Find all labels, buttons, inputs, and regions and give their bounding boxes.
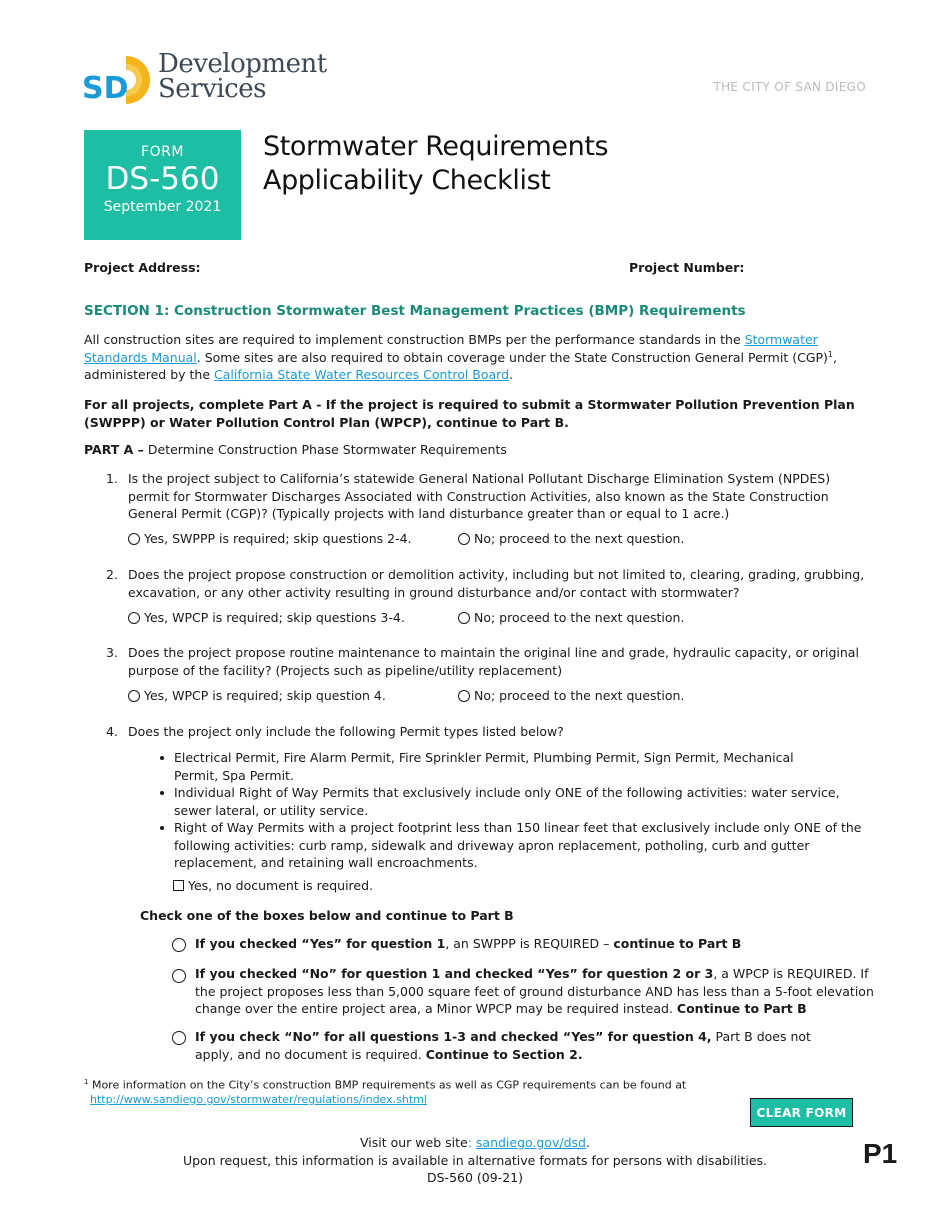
list-item-text: Electrical Permit, Fire Alarm Permit, Fire Sprinkler Permit, Plumbing Permit, Sign Permit, Mechanical Permit, Spa Permit. <box>174 750 794 783</box>
option-label: Yes, WPCP is required; skip question 4. <box>144 688 386 703</box>
intro-text-a: All construction sites are required to implement construction BMPs per the performance standards in the <box>84 332 745 347</box>
radio-icon[interactable] <box>458 612 470 624</box>
choice-normal: Part B does not apply, and no document is required. <box>195 1029 811 1062</box>
footnote-text: More information on the City’s construction BMP requirements as well as CGP requirements can be found at <box>88 1078 687 1092</box>
part-a-heading <box>84 441 507 458</box>
bullet-icon <box>160 756 164 760</box>
logo-letters: SD <box>82 71 129 106</box>
city-name: THE CITY OF SAN DIEGO <box>713 80 866 94</box>
title-line-1: Stormwater Requirements <box>263 131 609 162</box>
radio-icon[interactable] <box>128 612 140 624</box>
footer-colon: : <box>467 1135 476 1150</box>
radio-icon[interactable] <box>128 533 140 545</box>
choice-bold: continue to Part B <box>613 936 742 951</box>
footer-period: . <box>586 1135 590 1150</box>
question-3-yes-option[interactable] <box>128 687 386 704</box>
question-3-number: 3. <box>106 645 118 660</box>
clear-form-button[interactable]: CLEAR FORM <box>750 1098 853 1127</box>
footnote-mark: 1 <box>84 1078 89 1086</box>
choice-normal: , a WPCP is REQUIRED. If the project proposes less than 5,000 square feet of ground disturbance AND has less than a 5-foot elevation change over the entire project area, a Minor WPCP may be required instead. <box>195 966 874 1016</box>
list-item-text: Right of Way Permits with a project footprint less than 150 linear feet that exclusively include only ONE of the following activities: curb ramp, sidewalk and driveway apron replacement, potholing, curb and gutter replacement, and retaining wall encroachments. <box>174 820 862 870</box>
stormwater-manual-link[interactable]: Stormwater Standards Manual <box>84 332 818 365</box>
question-2-yes-option[interactable] <box>128 609 405 626</box>
option-label: No; proceed to the next question. <box>474 610 685 625</box>
brand-line-1: Development <box>158 49 327 79</box>
question-1-no-option[interactable] <box>458 530 684 547</box>
radio-icon[interactable] <box>458 533 470 545</box>
choice-3-text <box>195 1028 835 1063</box>
question-3-text: Does the project propose routine maintenance to maintain the original line and grade, hydraulic capacity, or original purpose of the facility? (Projects such as pipeline/utility replacement) <box>128 645 859 678</box>
choice-2-radio[interactable] <box>172 969 186 983</box>
footnote <box>84 1075 784 1093</box>
option-label: Yes, no document is required. <box>188 878 374 893</box>
form-code: DS-560 (09-21) <box>427 1170 523 1185</box>
part-a-instruction: For all projects, complete Part A - If the project is required to submit a Stormwater Pollution Prevention Plan (SWPPP) or Water Pollution Control Plan (WPCP), continue to Part B. <box>84 397 855 430</box>
question-1-text: Is the project subject to California’s statewide General National Pollutant Discharge Elimination System (NPDES) permit for Stormwater Discharges Associated with Construction Activities, also known as the State Construction General Permit (CGP)? (Typically projects with land disturbance greater than or equal to 1 acre.) <box>128 471 831 521</box>
option-label: No; proceed to the next question. <box>474 688 685 703</box>
page-title <box>263 130 608 198</box>
check-one-heading: Check one of the boxes below and continue to Part B <box>140 908 514 923</box>
form-label: FORM <box>141 144 184 160</box>
intro-text-c: , administered by the <box>84 349 837 382</box>
form-number: DS-560 <box>105 161 220 197</box>
part-a-label: PART A – <box>84 442 144 457</box>
radio-icon[interactable] <box>458 690 470 702</box>
project-number-label: Project Number: <box>629 260 745 275</box>
brand-name <box>158 49 327 104</box>
choice-bold: Continue to Part B <box>676 1001 807 1016</box>
choice-2-text <box>195 965 875 1018</box>
dsd-website-link[interactable]: sandiego.gov/dsd <box>475 1135 586 1150</box>
choice-normal: , an SWPPP is REQUIRED – <box>445 936 614 951</box>
choice-bold: If you check “No” for all questions 1-3 and checked “Yes” for question 4, <box>195 1029 712 1044</box>
choice-3-radio[interactable] <box>172 1031 186 1045</box>
intro-text-b: . Some sites are also required to obtain coverage under the State Construction General Permit (CGP) <box>196 349 828 365</box>
form-id-box <box>84 130 241 240</box>
footer-visit-text: Visit our web site <box>360 1135 468 1150</box>
list-item-text: Individual Right of Way Permits that exclusively include only ONE of the following activities: water service, sewer lateral, or utility service. <box>174 785 840 818</box>
choice-bold: Continue to Section 2. <box>425 1046 583 1062</box>
water-board-link[interactable]: California State Water Resources Control Board <box>214 367 510 382</box>
option-label: Yes, SWPPP is required; skip questions 2-4. <box>144 531 412 546</box>
project-address-label: Project Address: <box>84 260 201 275</box>
list-item <box>174 819 874 872</box>
list-item <box>174 784 874 819</box>
choice-bold: If you checked “Yes” for question 1 <box>195 936 446 951</box>
question-4-text: Does the project only include the following Permit types listed below? <box>128 724 564 739</box>
radio-icon[interactable] <box>128 690 140 702</box>
page-number: P1 <box>863 1138 898 1169</box>
choice-1-text <box>195 935 875 953</box>
permit-type-list <box>174 749 874 872</box>
question-4-number: 4. <box>106 724 118 739</box>
bullet-icon <box>160 791 164 795</box>
checkbox-icon[interactable] <box>173 880 184 891</box>
page-footer <box>0 1134 950 1187</box>
question-1-yes-option[interactable] <box>128 530 412 547</box>
section-1-heading: SECTION 1: Construction Stormwater Best Management Practices (BMP) Requirements <box>84 303 746 319</box>
question-1-number: 1. <box>106 471 118 486</box>
footer-website-line <box>0 1134 950 1152</box>
title-line-2: Applicability Checklist <box>263 165 551 196</box>
part-a-text: Determine Construction Phase Stormwater Requirements <box>143 442 507 457</box>
option-label: No; proceed to the next question. <box>474 531 685 546</box>
question-2-number: 2. <box>106 567 118 582</box>
section-1-intro <box>84 331 874 384</box>
choice-bold: If you checked “No” for question 1 and checked “Yes” for question 2 or 3 <box>195 966 714 981</box>
choice-1-radio[interactable] <box>172 938 186 952</box>
bullet-icon <box>160 826 164 830</box>
question-2-no-option[interactable] <box>458 609 684 626</box>
question-2-text: Does the project propose construction or demolition activity, including but not limited to, clearing, grading, grubbing, excavation, or any other activity resulting in ground disturbance and/or contact with stormwater? <box>128 567 865 600</box>
question-3-no-option[interactable] <box>458 687 684 704</box>
list-item <box>174 749 799 784</box>
option-label: Yes, WPCP is required; skip questions 3-4. <box>144 610 405 625</box>
accessibility-note: Upon request, this information is available in alternative formats for persons with disabilities. <box>182 1152 768 1168</box>
brand-line-2: Services <box>158 74 266 104</box>
footnote-ref: 1 <box>827 349 834 359</box>
intro-text-d: . <box>509 367 514 382</box>
form-date: September 2021 <box>103 199 222 215</box>
sd-logo-icon <box>82 52 158 108</box>
question-4-yes-option[interactable] <box>173 877 373 894</box>
stormwater-regulations-link[interactable]: http://www.sandiego.gov/stormwater/regulations/index.shtml <box>90 1093 427 1106</box>
